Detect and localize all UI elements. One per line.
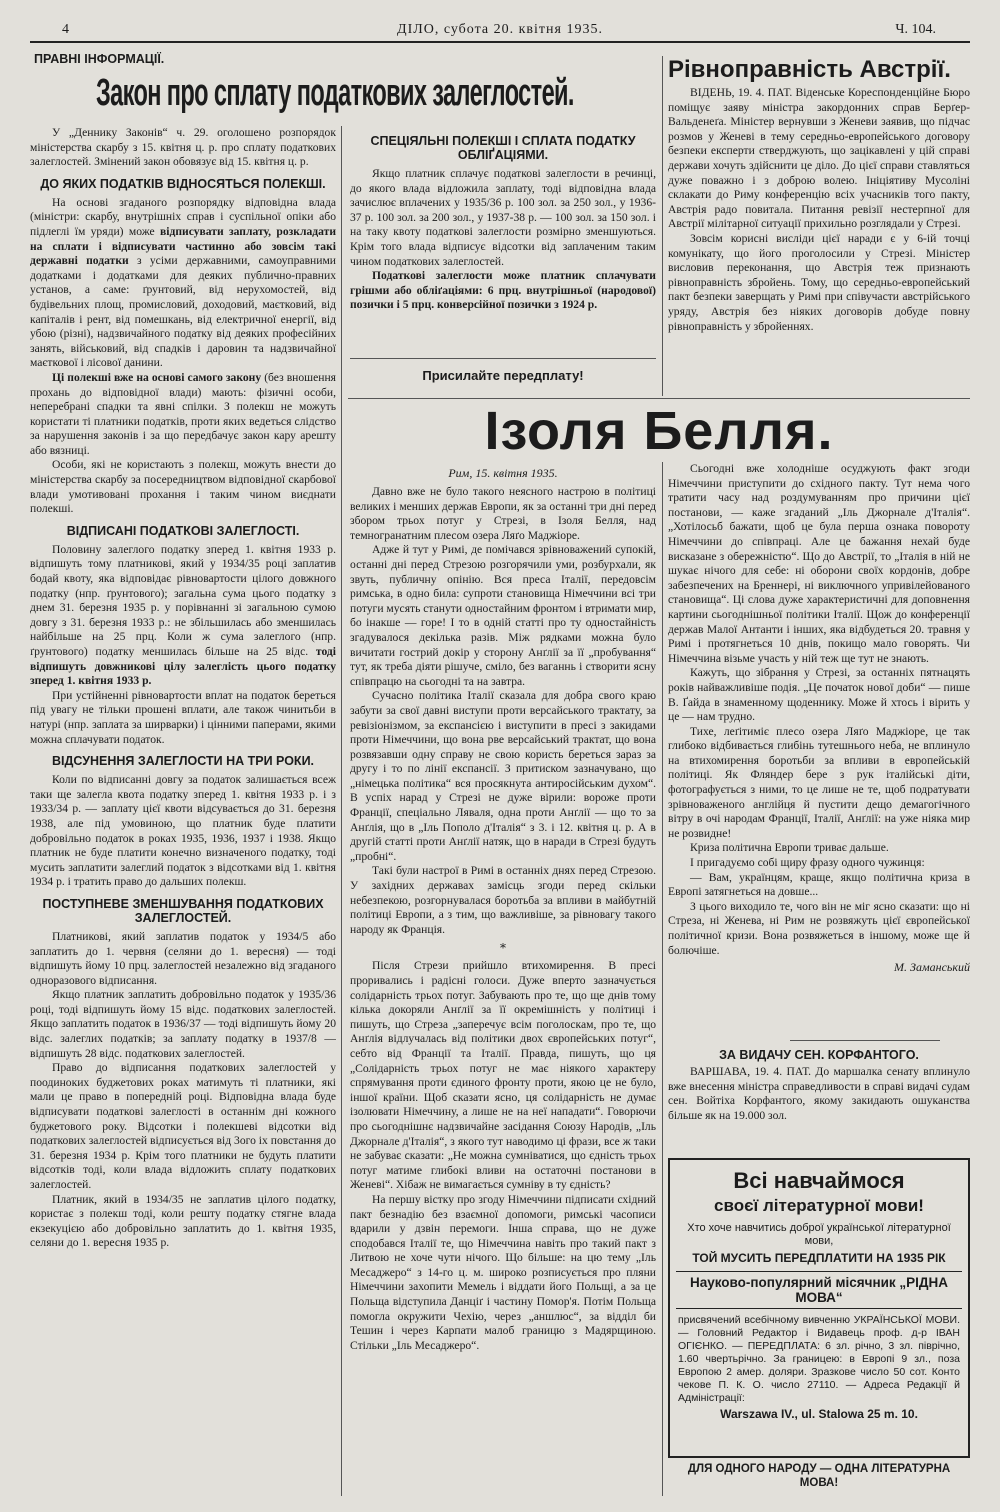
isola-signature: М. Заманський — [894, 960, 970, 975]
korfanty-title: ЗА ВИДАЧУ СЕН. КОРФАНТОГО. — [719, 1048, 919, 1062]
promo-rule — [350, 358, 656, 359]
column-left — [30, 126, 336, 1496]
isola-p1: Давно вже не було такого неясного настрою в політиці великих і менших держав Европи, як за останні три дні перед збором трьох потуг у Стрезі, в Ізоля Белля, над темногранатним плесом озера Ляґо Маджіоре. — [350, 485, 656, 542]
subheading-postpone: ВІДСУНЕННЯ ЗАЛЕГЛОСТИ НА ТРИ РОКИ. — [51, 754, 315, 769]
ad-line3: Хто хоче навчитись доброї української літературної мови, — [687, 1222, 951, 1247]
isola-headline-wrap — [348, 400, 970, 462]
tax-law-headline-wrap — [96, 72, 616, 124]
isola-p2: Адже й тут у Римі, де помічався зрівноважений супокій, останні дні перед Стрезою розгорячили уми, розбурхали, як звуть, публичну опінію. Вся преса Італії, передовсім римська, в одно била: супроти становища Німеччини всі три потуги мусять станути одностайним фронтом і втримати мир, бо інакше — горе! І то в одній статті про ту одностайність згадувалося декілька разів. Між рядками можна було вичитати гострий докір у сторону Анґлії за її „пробування“ тут, як треба діяти рішуче, сміло, без ваганнь і створити ясну співпрацю на сьогодні та на завтра. — [350, 543, 656, 688]
isola-c2-p6: — Вам, українцям, краще, якщо політична криза в Европі затягнеться на довше... — [668, 870, 970, 899]
ridna-mova-ad — [668, 1158, 970, 1458]
austria-para2: Зовсім корисні висліди цієї наради є у 6-ій точці комунікату, що його проголосили у Стрезі. Міністер висловив переконання, що Австрія теж признають рівноправність збройень. Тому, що середньо-европейський пакт безпеки заверщать у Римі при співучасти австрійського уряду, Австрія без ніяких договорів добуде повну рівноправність у збройеннях. — [668, 231, 970, 333]
ad-line6: присвячений всебічному вивченню УКРАЇНСЬКОЇ МОВИ. — Головний Редактор і Видавець проф. д-р ІВАН ОГІЄНКО. — ПЕРЕДПЛАТА: 6 зл. річно, 3 зл. піврічно, 1.60 чвертьрічно. За границею: в Европі 9 зл., поза Европою 2 амер. доляри. Зразкове число 50 сот. Конто чекове П. К. О. число 27110. — Адреса Редакції й Адміністрації: — [678, 1314, 960, 1404]
isola-c2-p4: Криза політична Европи триває дальше. — [690, 841, 889, 855]
para-postpone: Коли по відписанні довгу за податок залишається всеж таки ще залегла квота податку зперед 1. квітня 1933 р. і з 1933/34 р. — заплату цієї квоти відсувається до 31. березня 1938, але під умовиною, що платник буде платити добровільно податок в роках 1935, 1936, 1937 і 1938. Якщо платник не буде платити конечно визначеного податку, тоді мусить заплатити залеглий податок з відсотками від 1. квітня 1934 р. і тратить право до дальших полекш. — [30, 773, 336, 889]
austria-para1: ВІДЕНЬ, 19. 4. ПАТ. Віденське Кореспонденційне Бюро поміщує заяву міністра закордонних справ Берґер-Вальденеґа. Міністер вернувши з Женеви заявив, що підчас розмов у Женеві в тему середньо-европейського договору безпеки експерти стверджують, що зацікавлені у цій справі держави хочуть здійснити це діло. До цієї справи ставляться дуже поважно і з доброю волею. Ініціятиву Мусоліні склакати до Риму конференцію всіх учасників того пакту, Австрія радо повитала. Питання ревізії нестерпної для Австрії мілітарної ситуації прихильно розглядали у Стрезі. — [668, 86, 970, 231]
isola-column-2 — [668, 462, 970, 1042]
special-relief-article — [350, 130, 656, 384]
austria-headline: Рівноправність Австрії. — [668, 56, 951, 83]
issue-number: Ч. 104. — [895, 22, 936, 37]
isola-c2-p1: Сьогодні вже холодніше осуджують факт згоди Німеччини приступити до східного пакту. Тут нема чого тратити часу над роздумуванням про причини цієї постанови, — каже згаданий „Іль Джорнале д'Італія“. „Хотілосьб бажати, щоб це була перша ознака повороту Німеччини до співпраці. Але це бажання нехай буде висказане з обережністю“. Що до Австрії, то „Італія в ній не шукає нічого для себе: ні оборони своїх кордонів, добре забезпечених на Бреннері, ні виключного упривілейованого становища“. Ці слова дуже характеристичні для доповнення картини сьогоднішньої політики Італії. Щож до конференції держав Малої Антанти і інших, яка відбудеться 20. травня у Римі і протягнеться 10 днів, покищо мало говорять. Чи Німеччина візьме участь у ній теж ще тут не знають. — [668, 462, 970, 665]
para-half: Половину залеглого податку зперед 1. квітня 1933 р. відпишуть тому платникові, який у 1934/35 році заплатив бодай квоту, яка відповідає рівновартости цілого довжного податку (нпр. ґрунтового); загальна сума цього податку з днем 31. березня 1935 р. у порівнанні зі загальною сумою довгу з 31. березня 1933 р.: не збільшилась або зменшилась найбільше на 25 прц. Коли ж сума залеглого (нпр. ґрунтового) податку меншилась більше на 25 відс. тоді відпишуть довжникові цілу залеглість цього податку зперед 1. квітня 1933 р. — [30, 542, 336, 688]
korfanty-article — [668, 1046, 970, 1142]
ad-line7: Warszawa IV., ul. Stalowa 25 m. 10. — [720, 1407, 918, 1421]
isola-p3: Сучасно політика Італії сказала для добра свого краю забути за свої давні виступи проти версайського трактату, за ревізіонізмом, за експансією і виступити в пресі з закидами проти Німеччини, що вона рве версайський трактат, що вона розвязавши одну справу не свою користь береться зараз за другу і то по лінії експансії. З притиском зазначувано, що „німецька політика“ вся просякнута антиросійським духом“. В успіх нарад у Стрезі не дуже вірили: вороже проти Франції, спеціально Ляваля, одна проти Анґлії — що то за Анґлія, що в „Іль Пополо д'Італія“ з 3. і 12. квітня ц. р. А в другій статті проти Анґлії натяк, що в наради в Стрезі будуть „пробні“. — [350, 689, 656, 863]
ad-line2: своєї літературної мови! — [714, 1196, 924, 1215]
ad-slogan: ДЛЯ ОДНОГО НАРОДУ — ОДНА ЛІТЕРАТУРНА МОВА! — [687, 1463, 951, 1489]
subheading-written-off: ВІДПИСАНІ ПОДАТКОВІ ЗАЛЕГЛОСТІ. — [66, 523, 300, 538]
column-divider-2 — [662, 56, 663, 396]
ad-line4: ТОЙ МУСИТЬ ПЕРЕДПЛАТИТИ НА 1935 РІК — [692, 1251, 946, 1265]
isola-top-rule — [348, 398, 970, 399]
isola-c2-p7: З цього виходило те, чого він не міг ясно сказати: що ні Стреза, ні Женева, ні Рим не розвяжуть цієї європейської політичної кризи. Вона розвяжеться в іншому, може ще й болючіше. — [668, 899, 970, 957]
ad-line5: Науково-популярний місячник „РІДНА МОВА“ — [676, 1271, 962, 1309]
page-number: 4 — [62, 22, 69, 37]
isola-p4: Такі були настрої в Римі в останніх днях перед Стрезою. У західних державах замісць згоди перед скільки небезпекою, розгорнувалася боротьба за впливи в майбутній політиці Европи, а з тим, що важливіше, за рівновагу такого народу як Франція. — [350, 864, 656, 936]
para-payer: Платник, який в 1934/35 не заплатив цілого податку, користає з полекш тоді, коли решту податку стягне влада екзекуцією або добровільно заплатить до 1. квітня 1935, селяни до 1. вересня 1935 р. — [30, 1192, 336, 1250]
column-divider-1 — [341, 126, 342, 1496]
isola-headline: Ізоля Белля. — [484, 401, 834, 461]
subheading-gradual: ПОСТУПНЕВЕ ЗМЕНШУВАННЯ ПОДАТКОВИХ ЗАЛЕГЛОСТЕЙ. — [42, 896, 324, 925]
para-percentages: Якщо платник заплатить добровільно податок у 1935/36 році, тоді відпишуть йому 15 відс. податкових залеглостей. Якщо заплатить податок в 1936/37 — тоді відпишуть йому 20 відс. залеглих податків; за заплату податку в 1937/8 — відпишуть 28 відс. податкових залеглостей. — [30, 988, 336, 1060]
separator-star: * — [500, 941, 506, 956]
ad-line1: Всі навчаймося — [733, 1168, 905, 1193]
special-relief-para2: Податкові залеглости може платник сплачувати грішми або обліґаціями: 6 прц. внутрішньої (народової) позички і 5 прц. конверсійної позички з 1924 р. — [350, 269, 656, 312]
para-persons: Особи, які не користають з полекш, можуть внести до міністерства скарбу за посередництвом відповідної скарбової влади умотивовані прохання і таким чином виєднати полекші. — [30, 458, 336, 516]
isola-column-1 — [350, 462, 656, 1496]
para-right: Право до відписання податкових залеглостей у поодиноких буджетових роках матимуть ті платники, які мали це право в попередній році. Відповідна влада буде відписувати податкові залеглості в останнім дні кожного буджетового року. Відсотки і полекшеві відсотки від податкових залеглостей відписується від 3ого іх повстання до 31. березня 1934 р. Крім того платники не будуть платити відсотків тоді, коли влада вiдложить сплату податкових залеглостей. — [30, 1061, 336, 1191]
tax-law-headline: Закон про сплату податкових залеглостей. — [96, 72, 574, 114]
section-label: ПРАВНІ ІНФОРМАЦІЇ. — [34, 52, 165, 66]
isola-p5: Після Стрези прийшло втихомирення. В пресі проривались і радісні голоси. Дуже вперто зазначується солідарність трьох потуг. Забувають про те, що ще днів тому кілька докоряли Анґлії за її окремішність у політиці і пишуть, що Стреза „заперечує всім поголоскам, про те, що Анґлія відлучалась від політики двох європейських потуг“, себто від Франції та Італії. Правда, пишуть, що ця „Солідарність трьох потуг не має ніякого характеру спрямування проти єдиного фронту проти, якою це не було, іншої країни. Щоб сказати ясно, ця солідарність не думає ізолювати Німеччину, а лише не на неї нападати“. Говорючи про сьогоднішнє надзвичайне засідання Союзу Народів, „Іль Джорнале д'Італія“, з якого тут наводимо ці фрази, все ж таки не забуває сказати: „Не можна сумніватися, що єдність трьох потуг матиме глибокі вливи на остаточні постанови в Женеві“. Хібаж не вимагається сумніву в ту єдність? — [350, 959, 656, 1192]
isola-c2-p3: Тихе, леґітиміє плесо озера Ляґо Маджіоре, це так глибоко відбивається глибінь тутешнього неба, не вплинуло на втихомирення боротьби за впливи в европейській політиці. Як Фляндер бере з рук італійські діти, фотографується з ними, то це лише не те, щоб подратувати зрівноваженого англійця й пустити дещо демагогічного вітру в очі народам Франції, Італії, Анґлії: на уже ніяка мир не розвидне! — [668, 724, 970, 840]
subheading-taxes: ДО ЯКИХ ПОДАТКІВ ВІДНОСЯТЬСЯ ПОЛЕКШІ. — [40, 176, 326, 191]
column-divider-3 — [662, 462, 663, 1496]
isola-p6: На першу вістку про згоду Німеччини підписати східний пакт безнадію без взаємної допомоги, римські часописи вдарили у дзвін перемоги. Інша справа, що не дуже сподобався Італії те, що Німеччина навіть про такий пакт з Литвою не хоче чути нічого. Що більше: на цю тему „Іль Месаджеро“ з 14-го ц. м. широко розписується про пляни Німеччини захопити Мемель і віддати його Польщі, а за це Польща відступила Данціґ і частину Помор'я. Потім Польща помогла окружити Чехію, через „аншлюс“, за відділ би Тешин і через Карпати малоб границю з Мадярщиною. Стільки „Іль Месаджеро“. — [350, 1192, 656, 1352]
special-relief-heading: СПЕЦІЯЛЬНІ ПОЛЕКШІ І СПЛАТА ПОДАТКУ ОБЛІҐАЦІЯМИ. — [370, 134, 636, 162]
para-basis: На основі згаданого розпорядку відповідна влада (міністри: скарбу, внутрішніх справ і суспільної опіки або підлеглі їм уряди) може відписувати заплату, розкладати на сплати і відписувати частинно або зовсім такі державні податки з усіми державними, самоуправними додатками і додатками для деяких публично-правних установ, а саме: ґрунтовий, від нерухомостей, від будівельних площ, промисловий, доходовий, маєтковий, від капіталів і рент, від помешкань, від електричної енергії, від убою (різні), надзвичайного податку від деяких професійних занять, військовий, від спадків і даровин та надзвичайної маєткової і лісової данини. — [30, 195, 336, 370]
masthead-line: ДІЛО, субота 20. квітня 1935. — [397, 22, 603, 37]
header-rule — [30, 41, 970, 43]
austria-article — [668, 56, 970, 398]
para-relief-law: Ці полекші вже на основі самого закону (без вношення прохань до відповідної влади) мають: фізичні особи, неперебрані спадки та явні спілки. З полекш не можуть користати ті платники податків, проти яких ведеться слідство за нарушення законів і за що передбачує закон кару арешту або вязниці. — [30, 370, 336, 457]
intro-paragraph: У „Деннику Законів“ ч. 29. оголошено розпорядок міністерства скарбу з 15. квітня ц. р. про сплату податкових залеглостей. Змінений закон обовязує від 15. квітня ц. р. — [30, 126, 336, 169]
signature-rule — [790, 1040, 940, 1041]
korfanty-text: ВАРШАВА, 19. 4. ПАТ. До маршалка сенату вплинуло вже внесення міністра справедливости в справі видачі судам сен. Войтіха Корфантого, якому закидають ошуканства більше як на 19.000 зол. — [668, 1065, 970, 1122]
subscribe-promo: Присилайте передплату! — [422, 368, 584, 383]
isola-c2-p5: І пригадуємо собі щиру фразу одного чужинця: — [690, 856, 925, 870]
isola-dateline: Рим, 15. квітня 1935. — [448, 466, 558, 480]
special-relief-para1: Якщо платник сплачує податкові залеглости в речинці, до якого влада відложила заплату, тоді відповідна влада зачислює вплачених у 1935/36 р. 100 зол. за 250 зол., у 1936-37 р. 100 зол. за 200 зол., у 1937-38 р. — 100 зол. за 150 зол. і на таку квоту податкові залеглости розмірно зменшуються. Крім того влада відписує відсотки від заплаченим таким чином податкових залеглостей. — [350, 167, 656, 268]
isola-c2-p2: Кажуть, що зібрання у Стрезі, за останніх пятнацять років найважливіше подія. „Це початок нової доби“ — пише В. Ґайда в знаменному щоденнику. Може й хтось і вірить у це — нам трудно. — [668, 666, 970, 724]
para-ten-pct: Платникові, який заплатив податок у 1934/5 або заплатить до 1. червня (селяни до 1. вересня) — тоді відпишуть йому 10 прц. залеглостей незалежно від згаданого одноразового відписання. — [30, 929, 336, 987]
para-equivalence: При устійненні рівновартости вплат на податок береться під увагу не тільки прошені вплати, але також чинитьби в натурі (нпр. заплата за ширварки) і цінними паперами, якими можна сплачувати податок. — [30, 688, 336, 746]
